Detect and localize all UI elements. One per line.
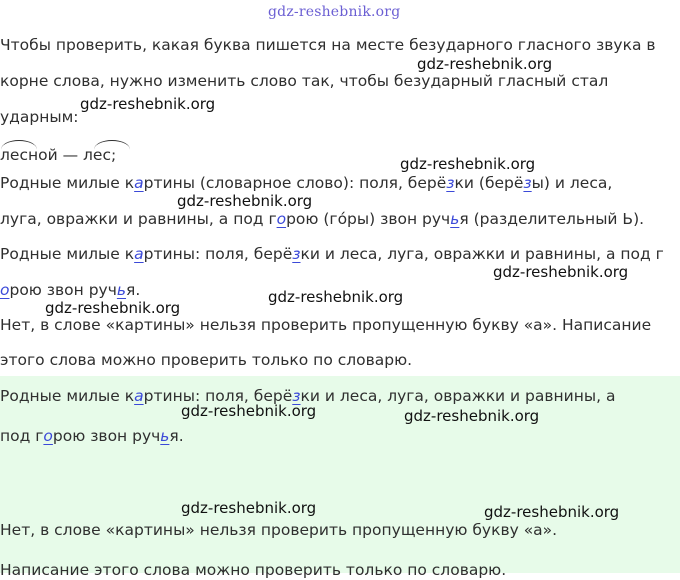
analysis-line-1: Родные милые картины (словарное слово): поля, берёзки (берёзы) и леса, [0,174,613,192]
watermark: gdz-reshebnik.org [417,55,553,73]
highlighted-letter: з [292,245,301,263]
rule-line-3: ударным: [0,108,79,126]
highlighted-letter: з [523,174,532,192]
note-line-1: Нет, в слове «картины» нельзя проверить пропущенную букву «а». Написание [0,316,652,334]
highlighted-letter: а [134,387,144,405]
analysis-line-2: луга, овражки и равнины, а под горою (гóры) звон ручья (разделительный Ь). [0,210,645,228]
watermark: gdz-reshebnik.org [493,263,629,281]
watermark: gdz-reshebnik.org [80,95,216,113]
rule-line-2: корне слова, нужно изменить слово так, чтобы безударный гласный стал [0,72,609,90]
highlighted-letter: ь [160,427,170,445]
example-words [0,140,140,164]
watermark: gdz-reshebnik.org [268,288,404,306]
highlighted-letter: ь [450,210,460,228]
highlighted-letter: ь [116,281,127,299]
watermark: gdz-reshebnik.org [45,299,181,317]
highlighted-letter: з [292,387,301,405]
answer-line-1: Родные милые картины: поля, берёзки и леса, луга, овражки и равнины, а [0,387,616,405]
note-line-2: этого слова можно проверить только по словарю. [0,351,413,369]
watermark: gdz-reshebnik.org [400,155,536,173]
highlighted-letter: о [0,281,10,299]
example-text: лесной — лес; [0,146,117,164]
highlighted-letter: а [134,174,144,192]
rule-line-1: Чтобы проверить, какая буква пишется на месте безударного гласного звука в [0,36,656,54]
highlighted-letter: а [134,245,144,263]
sentence-line-2: орою звон ручья. [0,281,141,299]
highlighted-letter: з [446,174,455,192]
highlighted-letter: о [276,210,287,228]
answer-line-3: Нет, в слове «картины» нельзя проверить пропущенную букву «а». [0,521,558,539]
answer-line-2: под горою звон ручья. [0,427,184,445]
watermark: gdz-reshebnik.org [484,503,620,521]
sentence-line-1: Родные милые картины: поля, берёзки и леса, луга, овражки и равнины, а под г [0,245,664,263]
watermark: gdz-reshebnik.org [404,407,540,425]
watermark-top: gdz-reshebnik.org [268,4,401,20]
highlighted-letter: о [43,427,53,445]
watermark: gdz-reshebnik.org [181,499,317,517]
answer-line-4: Написание этого слова можно проверить только по словарю. [0,561,507,579]
watermark: gdz-reshebnik.org [177,192,313,210]
watermark: gdz-reshebnik.org [181,402,317,420]
